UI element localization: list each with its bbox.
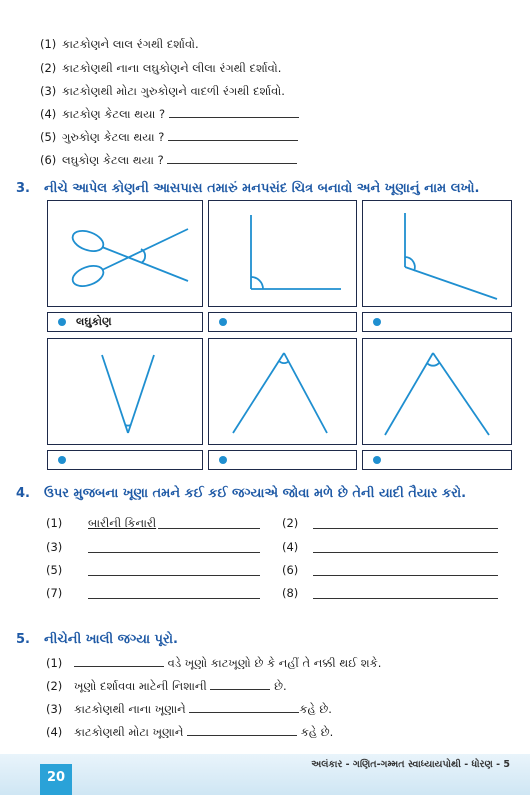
fill-blank-item: (3) કાટકોણથી નાના ખૂણાને કહે છે. bbox=[46, 702, 332, 716]
q4-num: (6) bbox=[282, 563, 299, 577]
list-item: (4) કાટકોણ કેટલા થયા ? bbox=[40, 107, 299, 121]
answer-blank[interactable] bbox=[189, 702, 299, 713]
answer-line[interactable] bbox=[158, 528, 260, 529]
answer-line[interactable] bbox=[313, 528, 498, 529]
answer-blank[interactable] bbox=[210, 679, 270, 690]
question-4-heading: 4. ઉપર મુજબના ખૂણા તમને કઈ કઈ જગ્યાએ જોવા મળે છે તેની યાદી તૈયાર કરો. bbox=[16, 486, 467, 501]
bullet-icon bbox=[58, 318, 66, 326]
list-item: (5) ગુરુકોણ કેટલા થયા ? bbox=[40, 130, 298, 144]
answer-line[interactable] bbox=[313, 575, 498, 576]
figure-box-acute-peak[interactable] bbox=[208, 338, 357, 445]
angle-name-field[interactable]: લઘુકોણ bbox=[47, 312, 203, 332]
figure-box-acute-v[interactable] bbox=[47, 338, 203, 445]
fill-blank-item: (2) ખૂણો દર્શાવવા માટેની નિશાની છે. bbox=[46, 679, 287, 693]
answer-line[interactable] bbox=[313, 598, 498, 599]
acute-angle-figure bbox=[48, 339, 201, 443]
bullet-icon bbox=[373, 318, 381, 326]
question-5-heading: 5. નીચેની ખાલી જગ્યા પૂરો. bbox=[16, 632, 178, 647]
list-item: (6) લઘુકોણ કેટલા થયા ? bbox=[40, 153, 297, 167]
fill-blank-item: (1) વડે ખૂણો કાટખૂણો છે કે નહીં તે નક્કી થઈ શકે. bbox=[46, 656, 382, 670]
angle-name-field[interactable] bbox=[208, 450, 357, 470]
bullet-icon bbox=[219, 456, 227, 464]
footer-title: અલંકાર - ગણિત-ગમ્મત સ્વાધ્યાયપોથી - ધોરણ - 5 bbox=[311, 759, 510, 770]
figure-box-scissors[interactable] bbox=[47, 200, 203, 307]
acute-peak-figure-2 bbox=[363, 339, 510, 443]
page-number: 20 bbox=[40, 764, 72, 795]
q4-num: (7) bbox=[46, 586, 63, 600]
figure-box-obtuse-angle[interactable] bbox=[362, 200, 512, 307]
figure-box-right-angle[interactable] bbox=[208, 200, 357, 307]
list-item: (3) કાટકોણથી મોટા ગુરુકોણને વાદળી રંગથી દર્શાવો. bbox=[40, 84, 285, 98]
answer-line[interactable] bbox=[88, 598, 260, 599]
angle-name-field[interactable] bbox=[362, 450, 512, 470]
answer-blank[interactable] bbox=[74, 656, 164, 667]
q4-num: (4) bbox=[282, 540, 299, 554]
q4-example-answer: બારીની કિનારી bbox=[88, 516, 157, 530]
answer-blank[interactable] bbox=[169, 107, 299, 118]
acute-peak-figure bbox=[209, 339, 355, 443]
q4-num: (5) bbox=[46, 563, 63, 577]
answer-blank[interactable] bbox=[168, 130, 298, 141]
q4-num: (2) bbox=[282, 516, 299, 530]
list-item: (2) કાટકોણથી નાના લઘુકોણને લીલા રંગથી દર્શાવો. bbox=[40, 61, 282, 75]
answer-line[interactable] bbox=[88, 552, 260, 553]
right-angle-figure bbox=[209, 201, 355, 305]
answer-blank[interactable] bbox=[167, 153, 297, 164]
bullet-icon bbox=[58, 456, 66, 464]
q4-num: (8) bbox=[282, 586, 299, 600]
angle-name-field[interactable] bbox=[208, 312, 357, 332]
bullet-icon bbox=[373, 456, 381, 464]
bullet-icon bbox=[219, 318, 227, 326]
answer-line[interactable] bbox=[313, 552, 498, 553]
q4-num: (1) bbox=[46, 516, 63, 530]
figure-box-acute-peak-2[interactable] bbox=[362, 338, 512, 445]
obtuse-angle-figure bbox=[363, 201, 510, 305]
answer-blank[interactable] bbox=[187, 725, 297, 736]
answer-line[interactable] bbox=[88, 575, 260, 576]
question-3-heading: 3. નીચે આપેલ કોણની આસપાસ તમારું મનપસંદ ચિત્ર બનાવો અને ખૂણાનું નામ લખો. bbox=[16, 181, 480, 196]
scissors-angle-figure bbox=[48, 201, 201, 305]
angle-name-field[interactable] bbox=[47, 450, 203, 470]
fill-blank-item: (4) કાટકોણથી મોટા ખૂણાને કહે છે. bbox=[46, 725, 334, 739]
angle-name-field[interactable] bbox=[362, 312, 512, 332]
list-item: (1) કાટકોણને લાલ રંગથી દર્શાવો. bbox=[40, 37, 199, 51]
q4-num: (3) bbox=[46, 540, 63, 554]
